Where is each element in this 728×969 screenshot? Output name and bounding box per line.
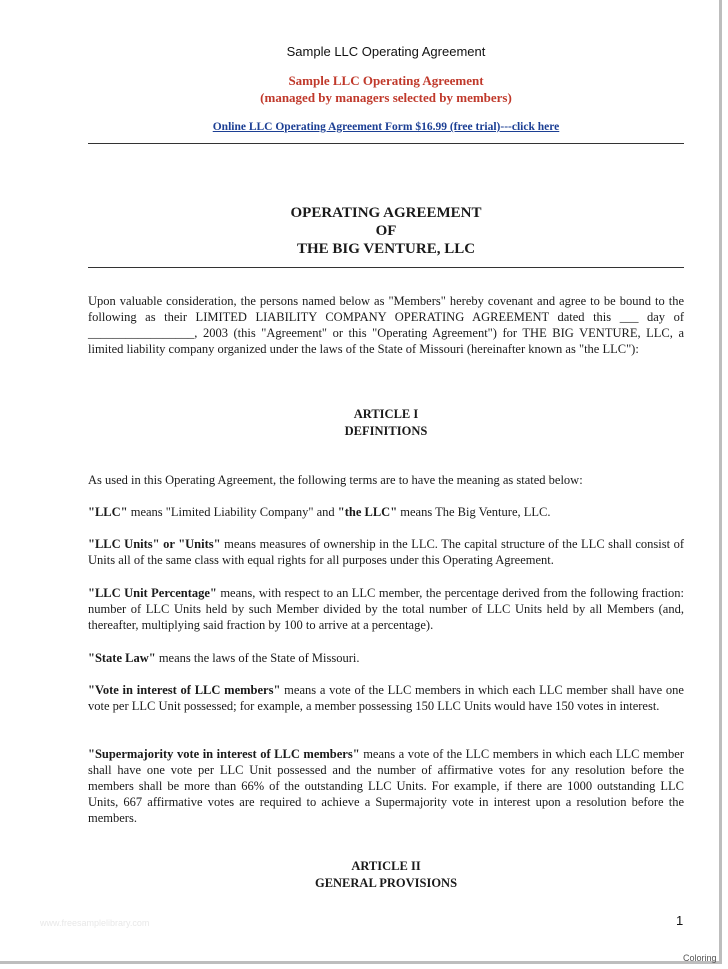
watermark-text: www.freesamplelibrary.com: [40, 918, 150, 928]
sample-title: [0, 72, 728, 106]
definition-text: means a vote of the LLC members in which each LLC member shall have one vote per LLC Unit possessed and the number of affirmative votes for any resolution before the members shall be more than 66% of the outstanding LLC Units. For example, if there are 1000 outstanding LLC Units, 667 affirmative votes are required to achieve a Supermajority vote in interest upon a resolution before the members.: [88, 747, 684, 825]
definition-text: means measures of ownership in the LLC. The capital structure of the LLC shall consist of Units all of the same class with equal rights for all purposes under this Operating Agreement.: [88, 537, 684, 567]
definition-term: "State Law": [88, 651, 156, 665]
title-divider: [88, 267, 684, 268]
definition-term: "Supermajority vote in interest of LLC members": [88, 747, 360, 761]
definition-term: "the LLC": [337, 505, 398, 519]
definition-term: "LLC Units" or "Units": [88, 537, 221, 551]
agreement-title-line-3: THE BIG VENTURE, LLC: [296, 241, 476, 257]
sample-title-line-2: (managed by managers selected by members): [260, 90, 512, 105]
agreement-title-line-1: OPERATING AGREEMENT: [290, 205, 482, 221]
agreement-title: [0, 204, 728, 258]
article-2-number: ARTICLE II: [351, 859, 421, 873]
sample-title-line-1: Sample LLC Operating Agreement: [288, 73, 484, 88]
definition-supermajority-vote: [88, 746, 684, 826]
definitions-intro: As used in this Operating Agreement, the following terms are to have the meaning as stated below:: [88, 473, 583, 487]
definition-vote-in-interest: [88, 682, 684, 714]
agreement-title-line-2: OF: [375, 223, 397, 239]
definition-term: "Vote in interest of LLC members": [88, 683, 281, 697]
definition-llc-units: [88, 536, 684, 568]
definition-text: means, with respect to an LLC member, the percentage derived from the following fraction: number of LLC Units held by such Member divided by the total number of LLC Units held by all Members (and, thereafter, multiplying said fraction by 100 to arrive at a percentage).: [88, 586, 684, 632]
top-divider: [88, 143, 684, 144]
page-number: 1: [676, 913, 684, 928]
coloring-label: Coloring: [683, 953, 717, 963]
article-1-title: DEFINITIONS: [344, 424, 428, 438]
intro-paragraph: Upon valuable consideration, the persons named below as "Members" hereby covenant and agree to be bound to the following as their LIMITED LIABILITY COMPANY OPERATING AGREEMENT dated this ___ day of _________________, 2003 (this "Agreement" or this "Operating Agreement") for THE BIG VENTURE, LLC, a limited liability company organized under the laws of the State of Missouri (hereinafter known as "the LLC"):: [88, 294, 684, 356]
article-2-heading: [0, 858, 728, 892]
definition-text: means the laws of the State of Missouri.: [155, 651, 360, 665]
document-header-title: Sample LLC Operating Agreement: [286, 44, 486, 59]
definition-text: means The Big Venture, LLC.: [397, 505, 551, 519]
article-1-number: ARTICLE I: [353, 407, 419, 421]
definition-term: "LLC Unit Percentage": [88, 586, 217, 600]
definition-llc: [88, 504, 684, 520]
definition-term: "LLC": [88, 505, 128, 519]
definition-state-law: [88, 650, 684, 666]
online-form-link[interactable]: Online LLC Operating Agreement Form $16.99 (free trial)---click here: [212, 121, 560, 133]
definition-text: means "Limited Liability Company" and: [127, 505, 338, 519]
definition-llc-unit-percentage: [88, 585, 684, 633]
article-1-heading: [0, 406, 728, 440]
definition-text: means a vote of the LLC members in which each LLC member shall have one vote per LLC Unit possessed; for example, a member possessing 150 LLC Units would have 150 votes in interest.: [88, 683, 684, 713]
article-2-title: GENERAL PROVISIONS: [314, 876, 458, 890]
